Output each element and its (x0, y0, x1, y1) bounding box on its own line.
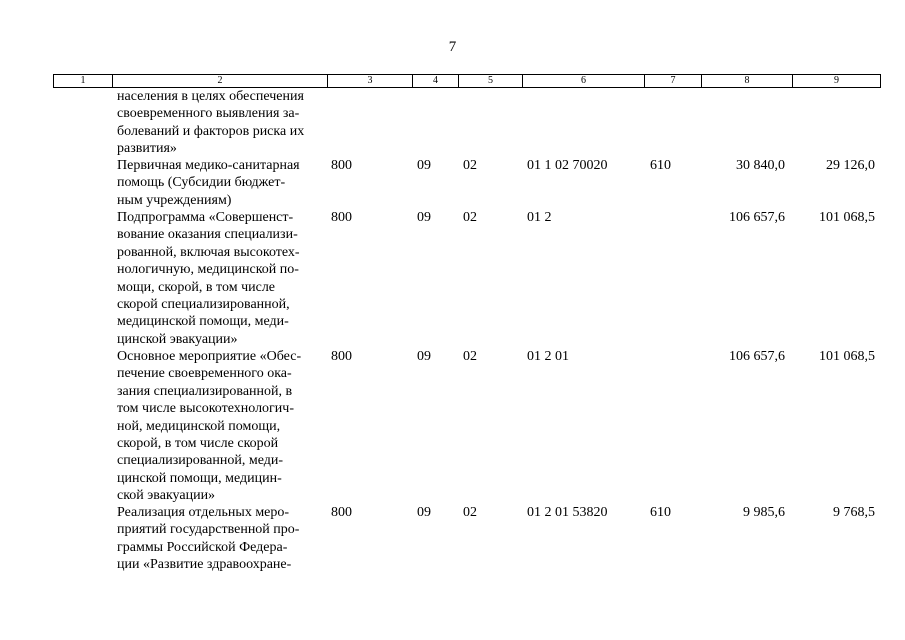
header-col-9: 9 (792, 75, 880, 87)
header-col-8: 8 (701, 75, 792, 87)
table-header (53, 74, 881, 88)
cell-ministry-code: 800 (331, 505, 352, 520)
cell-amount-2: 101 068,5 (819, 210, 875, 225)
cell-amount-1: 106 657,6 (729, 349, 785, 364)
cell-ministry-code: 800 (331, 349, 352, 364)
cell-amount-2: 29 126,0 (826, 158, 875, 173)
header-col-2: 2 (112, 75, 327, 87)
cell-subsection: 02 (463, 158, 477, 173)
cell-expense-type: 610 (650, 505, 671, 520)
header-col-4: 4 (412, 75, 458, 87)
row-description: Подпрограмма «Совершенст- вование оказания специализи- рованной, включая высокотех- нологичную, медицинской по- мощи, скорой, в том числе скорой специализированной, медицинской помощи, меди- цинской эвакуации» (117, 210, 300, 347)
cell-amount-1: 106 657,6 (729, 210, 785, 225)
cell-target-article: 01 2 01 (527, 349, 569, 364)
header-col-5: 5 (458, 75, 522, 87)
row-description: Первичная медико-санитарная помощь (Субсидии бюджет- ным учреждениям) (117, 158, 300, 208)
row-description: населения в целях обеспечения своевременного выявления за- болеваний и факторов риска их развития» (117, 89, 305, 157)
cell-amount-1: 30 840,0 (736, 158, 785, 173)
page-number: 7 (448, 39, 457, 55)
row-description: Основное мероприятие «Обес- печение своевременного ока- зания специализированной, в том числе высокотехнологич- ной, медицинской помощи, скорой, в том числе скорой специализированной, меди- цинской помощи, медицин- ской эвакуации» (117, 349, 302, 504)
cell-section: 09 (417, 158, 431, 173)
cell-section: 09 (417, 349, 431, 364)
cell-amount-1: 9 985,6 (743, 505, 785, 520)
cell-target-article: 01 2 01 53820 (527, 505, 608, 520)
header-col-7: 7 (644, 75, 701, 87)
cell-amount-2: 101 068,5 (819, 349, 875, 364)
cell-subsection: 02 (463, 505, 477, 520)
cell-expense-type: 610 (650, 158, 671, 173)
row-description: Реализация отдельных меро- приятий государственной про- граммы Российской Федера- ции «Развитие здравоохране- (117, 505, 300, 573)
cell-target-article: 01 1 02 70020 (527, 158, 608, 173)
header-col-6: 6 (522, 75, 644, 87)
header-col-3: 3 (327, 75, 412, 87)
cell-ministry-code: 800 (331, 158, 352, 173)
cell-section: 09 (417, 505, 431, 520)
header-col-1: 1 (80, 75, 86, 86)
cell-amount-2: 9 768,5 (833, 505, 875, 520)
cell-subsection: 02 (463, 210, 477, 225)
cell-target-article: 01 2 (527, 210, 552, 225)
cell-ministry-code: 800 (331, 210, 352, 225)
cell-section: 09 (417, 210, 431, 225)
cell-subsection: 02 (463, 349, 477, 364)
